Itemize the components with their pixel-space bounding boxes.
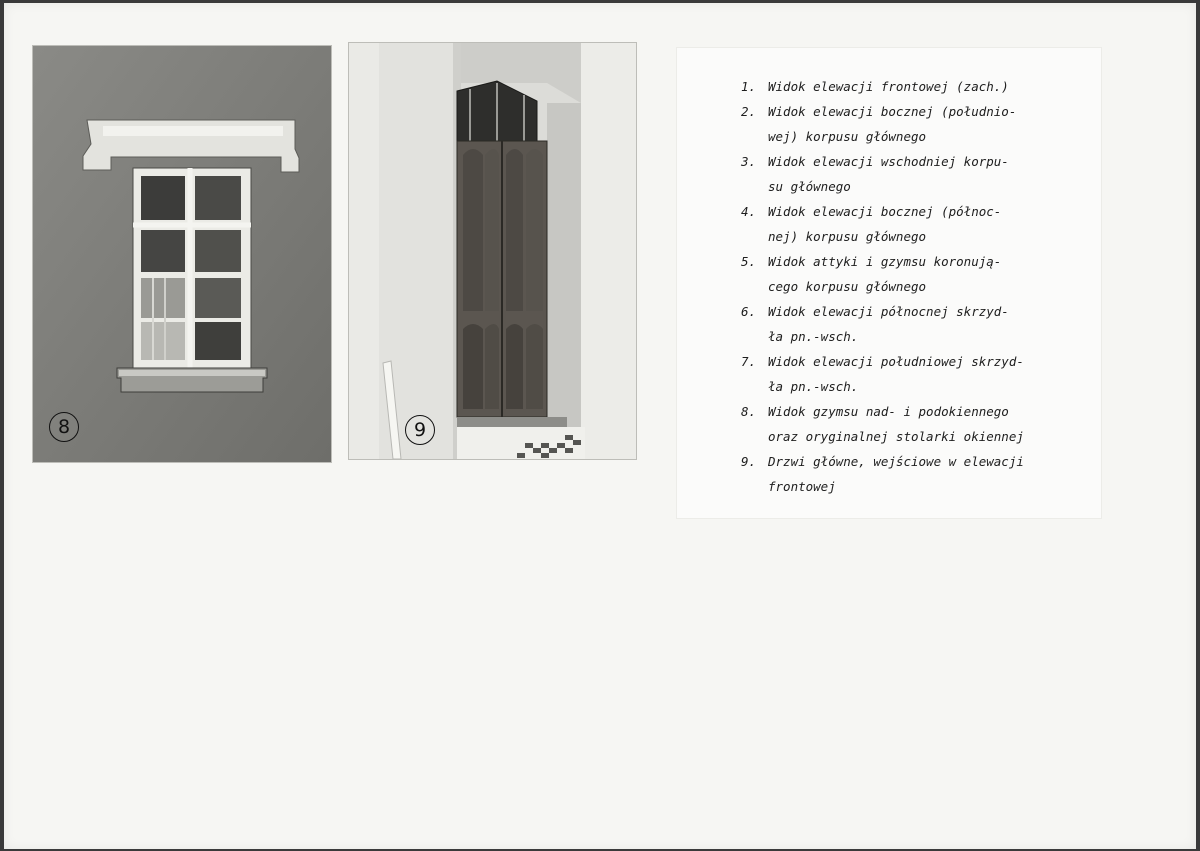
caption-text: Widok elewacji bocznej (południo- <box>768 104 1017 119</box>
caption-item <box>741 249 1091 299</box>
caption-item <box>741 299 1091 349</box>
caption-item <box>741 349 1091 399</box>
caption-text: ła pn.-wsch. <box>768 379 859 394</box>
caption-text: Drzwi główne, wejściowe w elewacji <box>768 454 1024 469</box>
caption-number: 4. <box>741 204 757 219</box>
window-photo-graphic <box>33 46 331 462</box>
caption-text: Widok elewacji północnej skrzyd- <box>768 304 1009 319</box>
caption-text: ła pn.-wsch. <box>768 329 859 344</box>
caption-text: Widok attyki i gzymsu koronują- <box>768 254 1002 269</box>
caption-text: nej) korpusu głównego <box>768 229 927 244</box>
photo-number-badge: 8 <box>49 412 79 442</box>
document-sheet <box>4 3 1196 849</box>
photo-door <box>348 42 637 460</box>
caption-number: 3. <box>741 154 757 169</box>
photo-number-badge: 9 <box>405 415 435 445</box>
caption-card <box>676 47 1102 519</box>
caption-item <box>741 149 1091 199</box>
caption-number: 7. <box>741 354 757 369</box>
caption-number: 8. <box>741 404 757 419</box>
caption-item <box>741 199 1091 249</box>
caption-text: Widok elewacji wschodniej korpu- <box>768 154 1009 169</box>
caption-number: 2. <box>741 104 757 119</box>
caption-text: Widok elewacji południowej skrzyd- <box>768 354 1024 369</box>
caption-item <box>741 449 1091 499</box>
caption-number: 1. <box>741 79 757 94</box>
door-photo-graphic <box>349 43 636 459</box>
caption-text: Widok gzymsu nad- i podokiennego <box>768 404 1009 419</box>
caption-number: 5. <box>741 254 757 269</box>
caption-text: Widok elewacji frontowej (zach.) <box>768 79 1009 94</box>
caption-text: Widok elewacji bocznej (północ- <box>768 204 1002 219</box>
caption-number: 9. <box>741 454 757 469</box>
caption-number: 6. <box>741 304 757 319</box>
caption-text: cego korpusu głównego <box>768 279 927 294</box>
caption-text: wej) korpusu głównego <box>768 129 927 144</box>
caption-list <box>741 74 1091 499</box>
caption-text: oraz oryginalnej stolarki okiennej <box>768 429 1024 444</box>
caption-text: frontowej <box>768 479 836 494</box>
caption-item <box>741 399 1091 449</box>
caption-item <box>741 74 1091 99</box>
caption-item <box>741 99 1091 149</box>
caption-text: su głównego <box>768 179 851 194</box>
photo-window <box>32 45 332 463</box>
